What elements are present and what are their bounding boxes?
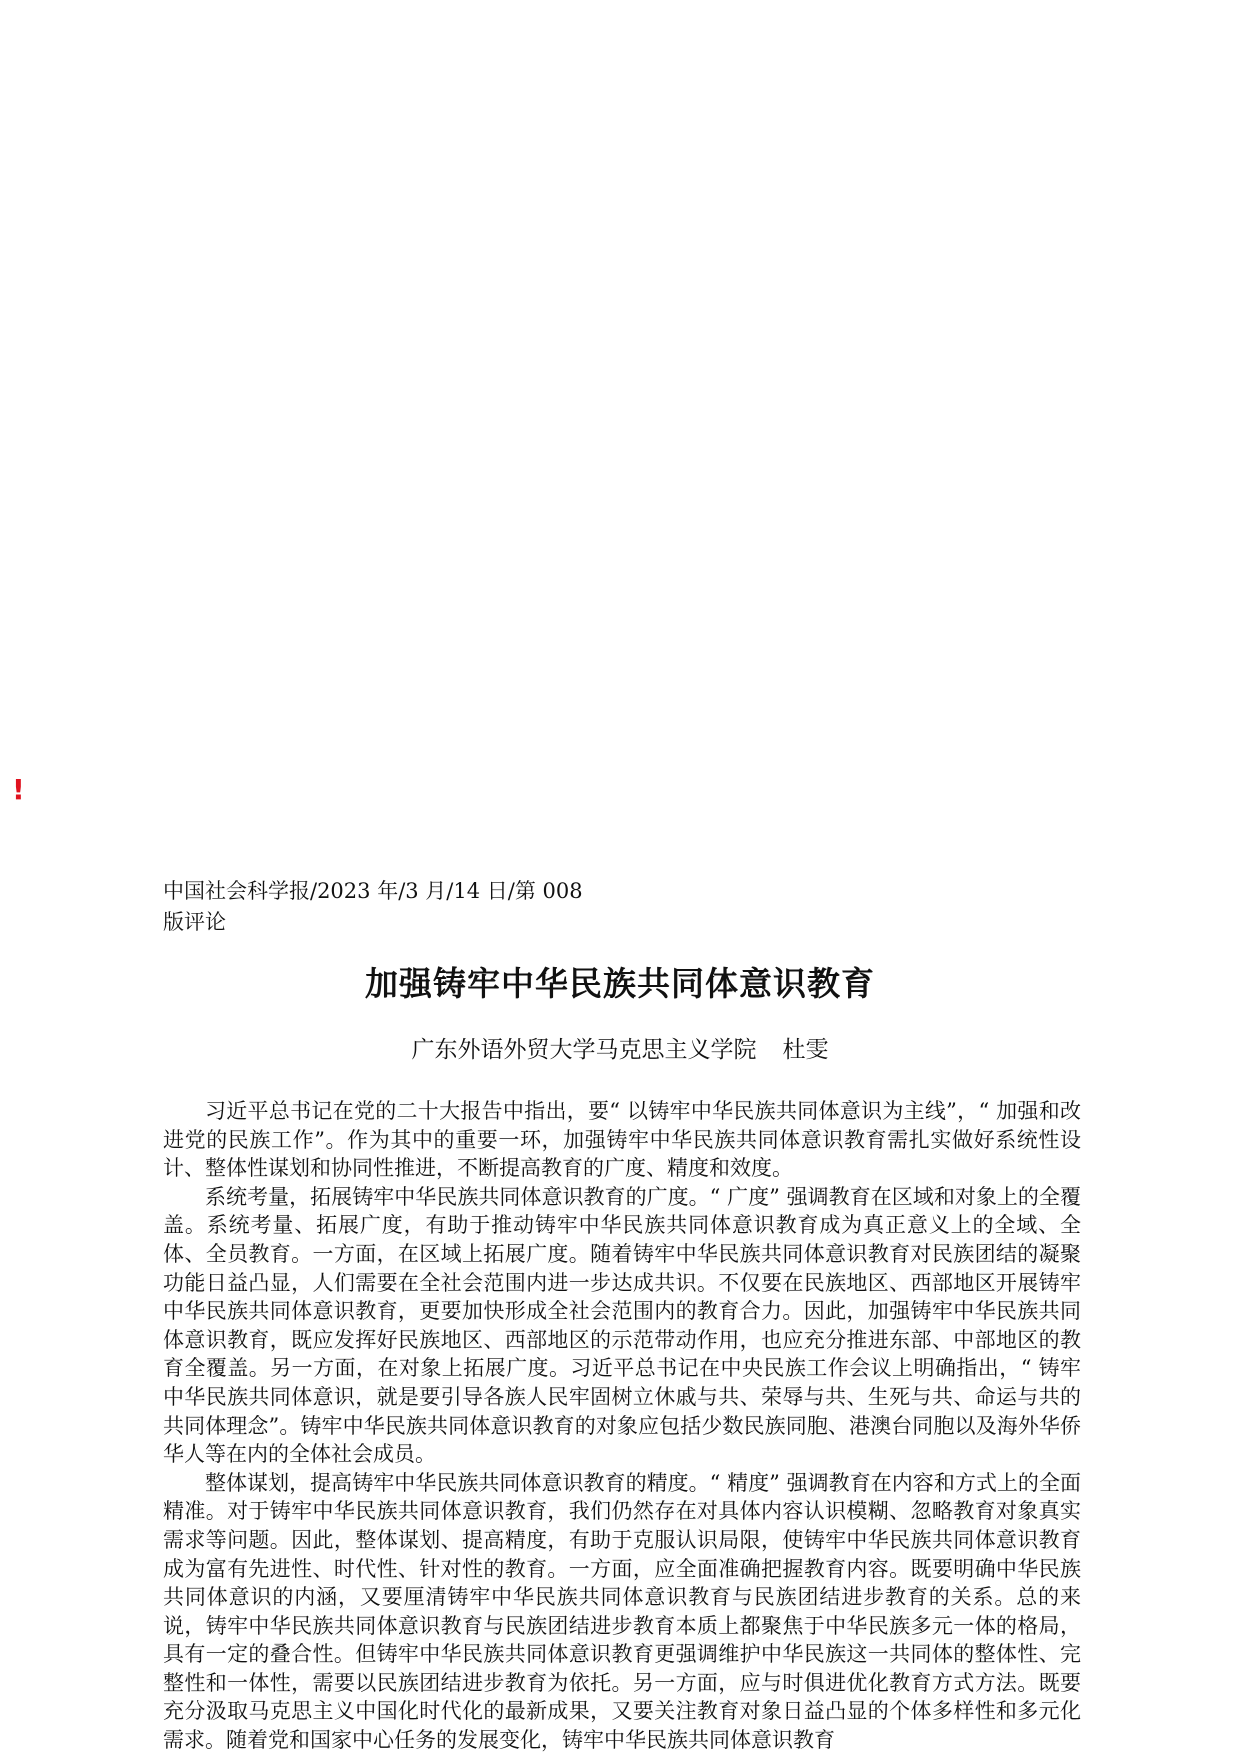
article-body [163, 1097, 1081, 1755]
article-byline [0, 1033, 1240, 1067]
body-paragraph-3: 整体谋划，提高铸牢中华民族共同体意识教育的精度。“ 精度” 强调教育在内容和方式上的全面精准。对于铸牢中华民族共同体意识教育，我们仍然存在对具体内容认识模糊、忽略教育对象真实需求等问题。因此，整体谋划、提高精度，有助于克服认识局限，使铸牢中华民族共同体意识教育成为富有先进性、时代性、针对性的教育。一方面，应全面准确把握教育内容。既要明确中华民族共同体意识的内涵，又要厘清铸牢中华民族共同体意识教育与民族团结进步教育的关系。总的来说，铸牢中华民族共同体意识教育与民族团结进步教育本质上都聚焦于中华民族多元一体的格局，具有一定的叠合性。但铸牢中华民族共同体意识教育更强调维护中华民族这一共同体的整体性、完整性和一体性，需要以民族团结进步教育为依托。另一方面，应与时俱进优化教育方式方法。既要充分汲取马克思主义中国化时代化的最新成果，又要关注教育对象日益凸显的个体多样性和多元化需求。随着党和国家中心任务的发展变化，铸牢中华民族共同体意识教育 [163, 1470, 1081, 1753]
source-citation [163, 876, 603, 938]
body-paragraph-2: 系统考量，拓展铸牢中华民族共同体意识教育的广度。“ 广度” 强调教育在区域和对象上的全覆盖。系统考量、拓展广度，有助于推动铸牢中华民族共同体意识教育成为真正意义上的全域、全体、全员教育。一方面，在区域上拓展广度。随着铸牢中华民族共同体意识教育对民族团结的凝聚功能日益凸显，人们需要在全社会范围内进一步达成共识。不仅要在民族地区、西部地区开展铸牢中华民族共同体意识教育，更要加快形成全社会范围内的教育合力。因此，加强铸牢中华民族共同体意识教育，既应发挥好民族地区、西部地区的示范带动作用，也应充分推进东部、中部地区的教育全覆盖。另一方面，在对象上拓展广度。习近平总书记在中央民族工作会议上明确指出，“ 铸牢中华民族共同体意识，就是要引导各族人民牢固树立休戚与共、荣辱与共、生死与共、命运与共的共同体理念”。铸牢中华民族共同体意识教育的对象应包括少数民族同胞、港澳台同胞以及海外华侨华人等在内的全体社会成员。 [163, 1184, 1081, 1467]
article-title: 加强铸牢中华民族共同体意识教育 [365, 964, 875, 1003]
body-paragraph-1: 习近平总书记在党的二十大报告中指出，要“ 以铸牢中华民族共同体意识为主线”，“ 加强和改进党的民族工作”。作为其中的重要一环，加强铸牢中华民族共同体意识教育需扎实做好系统性设计、整体性谋划和协同性推进，不断提高教育的广度、精度和效度。 [163, 1099, 1081, 1181]
warning-exclamation-mark: ! [12, 773, 25, 806]
source-line-1: 中国社会科学报/2023 年/3 月/14 日/第 008 [163, 879, 583, 903]
author-institution: 广东外语外贸大学马克思主义学院 [411, 1037, 757, 1063]
author-name: 杜雯 [782, 1037, 829, 1063]
source-line-2: 版评论 [163, 910, 226, 934]
